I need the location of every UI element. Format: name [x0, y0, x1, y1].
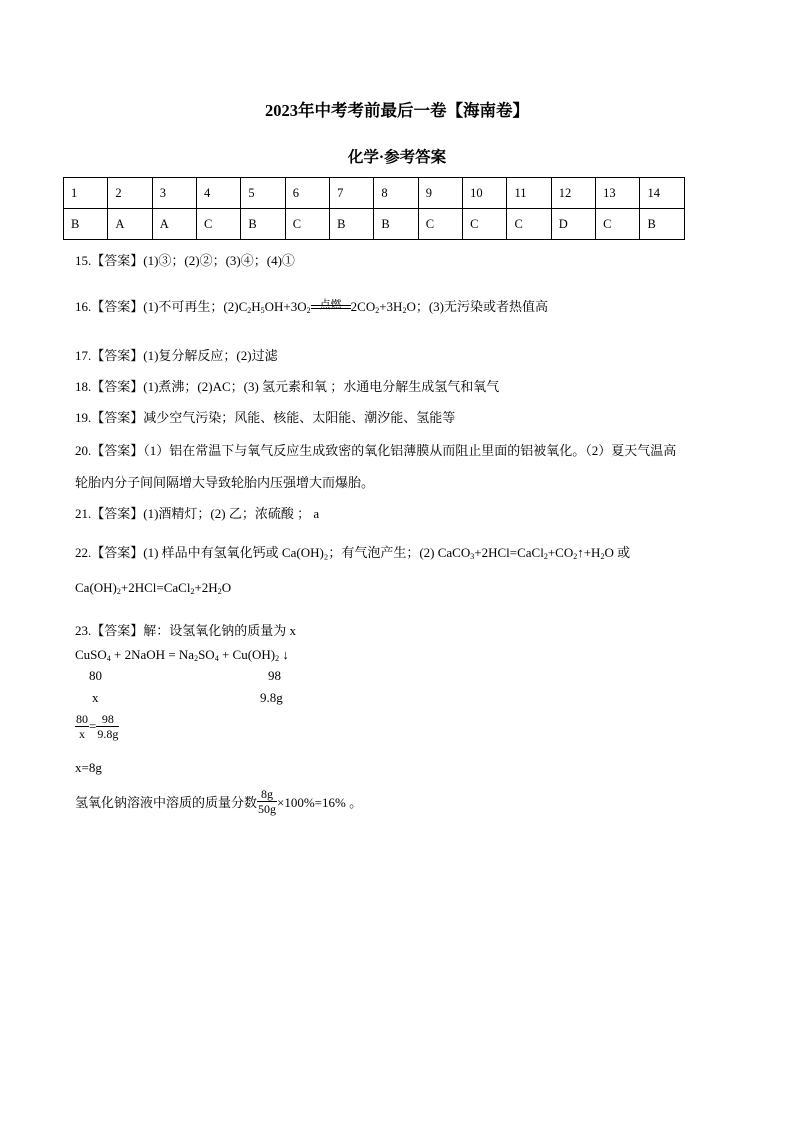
answer-text: 减少空气污染；风能、核能、太阳能、潮汐能、氢能等	[143, 410, 456, 425]
answer-cell: A	[108, 209, 152, 240]
answer-17	[75, 345, 278, 364]
question-number-cell: 5	[241, 178, 285, 209]
answer-text: 解：设氢氧化钠的质量为 x	[143, 623, 297, 638]
answer-cell: C	[463, 209, 507, 240]
answer-23-intro	[75, 620, 296, 639]
question-number-cell: 2	[108, 178, 152, 209]
answer-label: 18.【答案】	[75, 379, 144, 394]
question-number-cell: 13	[596, 178, 640, 209]
molar-mass-cuoh2: 98	[268, 668, 281, 683]
answer-cell: C	[507, 209, 551, 240]
answer-cell: B	[640, 209, 685, 240]
given-mass: 9.8g	[260, 690, 283, 705]
answer-text: (1)③；(2)②；(3)④；(4)①	[143, 253, 295, 268]
question-number-cell: 14	[640, 178, 685, 209]
answer-cell: C	[197, 209, 241, 240]
molar-mass-naoh: 80	[89, 668, 102, 683]
question-number-cell: 3	[152, 178, 196, 209]
answer-text: (1)酒精灯；(2) 乙；浓硫酸 ； a	[143, 506, 320, 521]
answer-text: (1)复分解反应；(2)过滤	[143, 348, 278, 363]
answer-cell: C	[596, 209, 640, 240]
answer-row	[64, 209, 685, 240]
answer-label: 21.【答案】	[75, 506, 144, 521]
answer-label: 19.【答案】	[75, 410, 144, 425]
answer-cell: A	[152, 209, 196, 240]
question-number-cell: 1	[64, 178, 108, 209]
answer-label: 17.【答案】	[75, 348, 144, 363]
answer-label: 15.【答案】	[75, 253, 144, 268]
answer-text: (1)煮沸；(2)AC；(3) 氢元素和氧 ；水通电分解生成氢气和氧气	[143, 379, 500, 394]
chemical-equation: CuSO$_4$ + 2NaOH = $Na_2SO_4 + Cu(OH)_2$ ↓	[75, 647, 289, 663]
proportion: $\frac{80}{x}$ = $\frac{98}{9.8g}$	[76, 712, 119, 741]
answer-cell: C	[418, 209, 462, 240]
question-number-cell: 4	[197, 178, 241, 209]
answer-label: 22.【答案】	[75, 545, 144, 560]
answer-cell: D	[551, 209, 595, 240]
question-number-cell: 8	[374, 178, 418, 209]
answer-text-2: (3)无污染或者热值高	[428, 299, 549, 314]
answer-15	[75, 250, 295, 269]
question-number-cell: 7	[330, 178, 374, 209]
answer-cell: C	[285, 209, 329, 240]
answer-20-line2: 轮胎内分子间间隔增大导致轮胎内压强增大而爆胎。	[75, 475, 375, 490]
result: x=8g	[75, 760, 102, 775]
answer-21	[75, 503, 319, 522]
unknown-x: x	[92, 690, 99, 705]
answer-22-line2: $Ca(OH)_2+2HCl=CaCl_2+2H_2O$	[75, 580, 232, 596]
answer-label: 20.【答案】	[75, 443, 144, 458]
question-number-cell: 12	[551, 178, 595, 209]
answer-text: (1)不可再生；(2)C	[143, 299, 248, 314]
answer-cell: B	[64, 209, 108, 240]
answer-cell: B	[374, 209, 418, 240]
answer-label: 23.【答案】	[75, 623, 144, 638]
question-number-cell: 11	[507, 178, 551, 209]
answer-cell: B	[330, 209, 374, 240]
conclusion: 氢氧化钠溶液中溶质的质量分数 $\frac{8g}{50g}$ ×100%=16% 。	[75, 787, 363, 816]
answer-22-line1: 22.【答案】(1) 样品中有氢氧化钙或 Ca(OH)₂；有气泡产生；(2) $CaCO_3+2HCl=CaCl_2+CO_2↑+H_2O$ 或	[75, 545, 631, 561]
answer-16: 16.【答案】(1)不可再生；$(2)C_2H_5OH+3O_2$ 点燃 $2CO_2+3H_2O$；(3)无污染或者热值高	[75, 299, 549, 315]
answer-table	[63, 177, 685, 240]
page-subtitle: 化学·参考答案	[347, 149, 447, 166]
answer-20-line1	[75, 440, 676, 459]
answer-text: (1) 样品中有氢氧化钙或 Ca(OH)₂；有气泡产生；(2) CaCO	[143, 545, 471, 560]
answer-18	[75, 376, 499, 395]
question-number-row	[64, 178, 685, 209]
answer-19	[75, 407, 455, 426]
answer-label: 16.【答案】	[75, 299, 144, 314]
page-title: 2023年中考考前最后一卷【海南卷】	[265, 101, 529, 120]
question-number-cell: 9	[418, 178, 462, 209]
question-number-cell: 10	[463, 178, 507, 209]
question-number-cell: 6	[285, 178, 329, 209]
answer-text: （1）铝在常温下与氧气反应生成致密的氧化铝薄膜从而阻止里面的铝被氧化。（2）夏天气温高	[143, 443, 677, 458]
answer-cell: B	[241, 209, 285, 240]
